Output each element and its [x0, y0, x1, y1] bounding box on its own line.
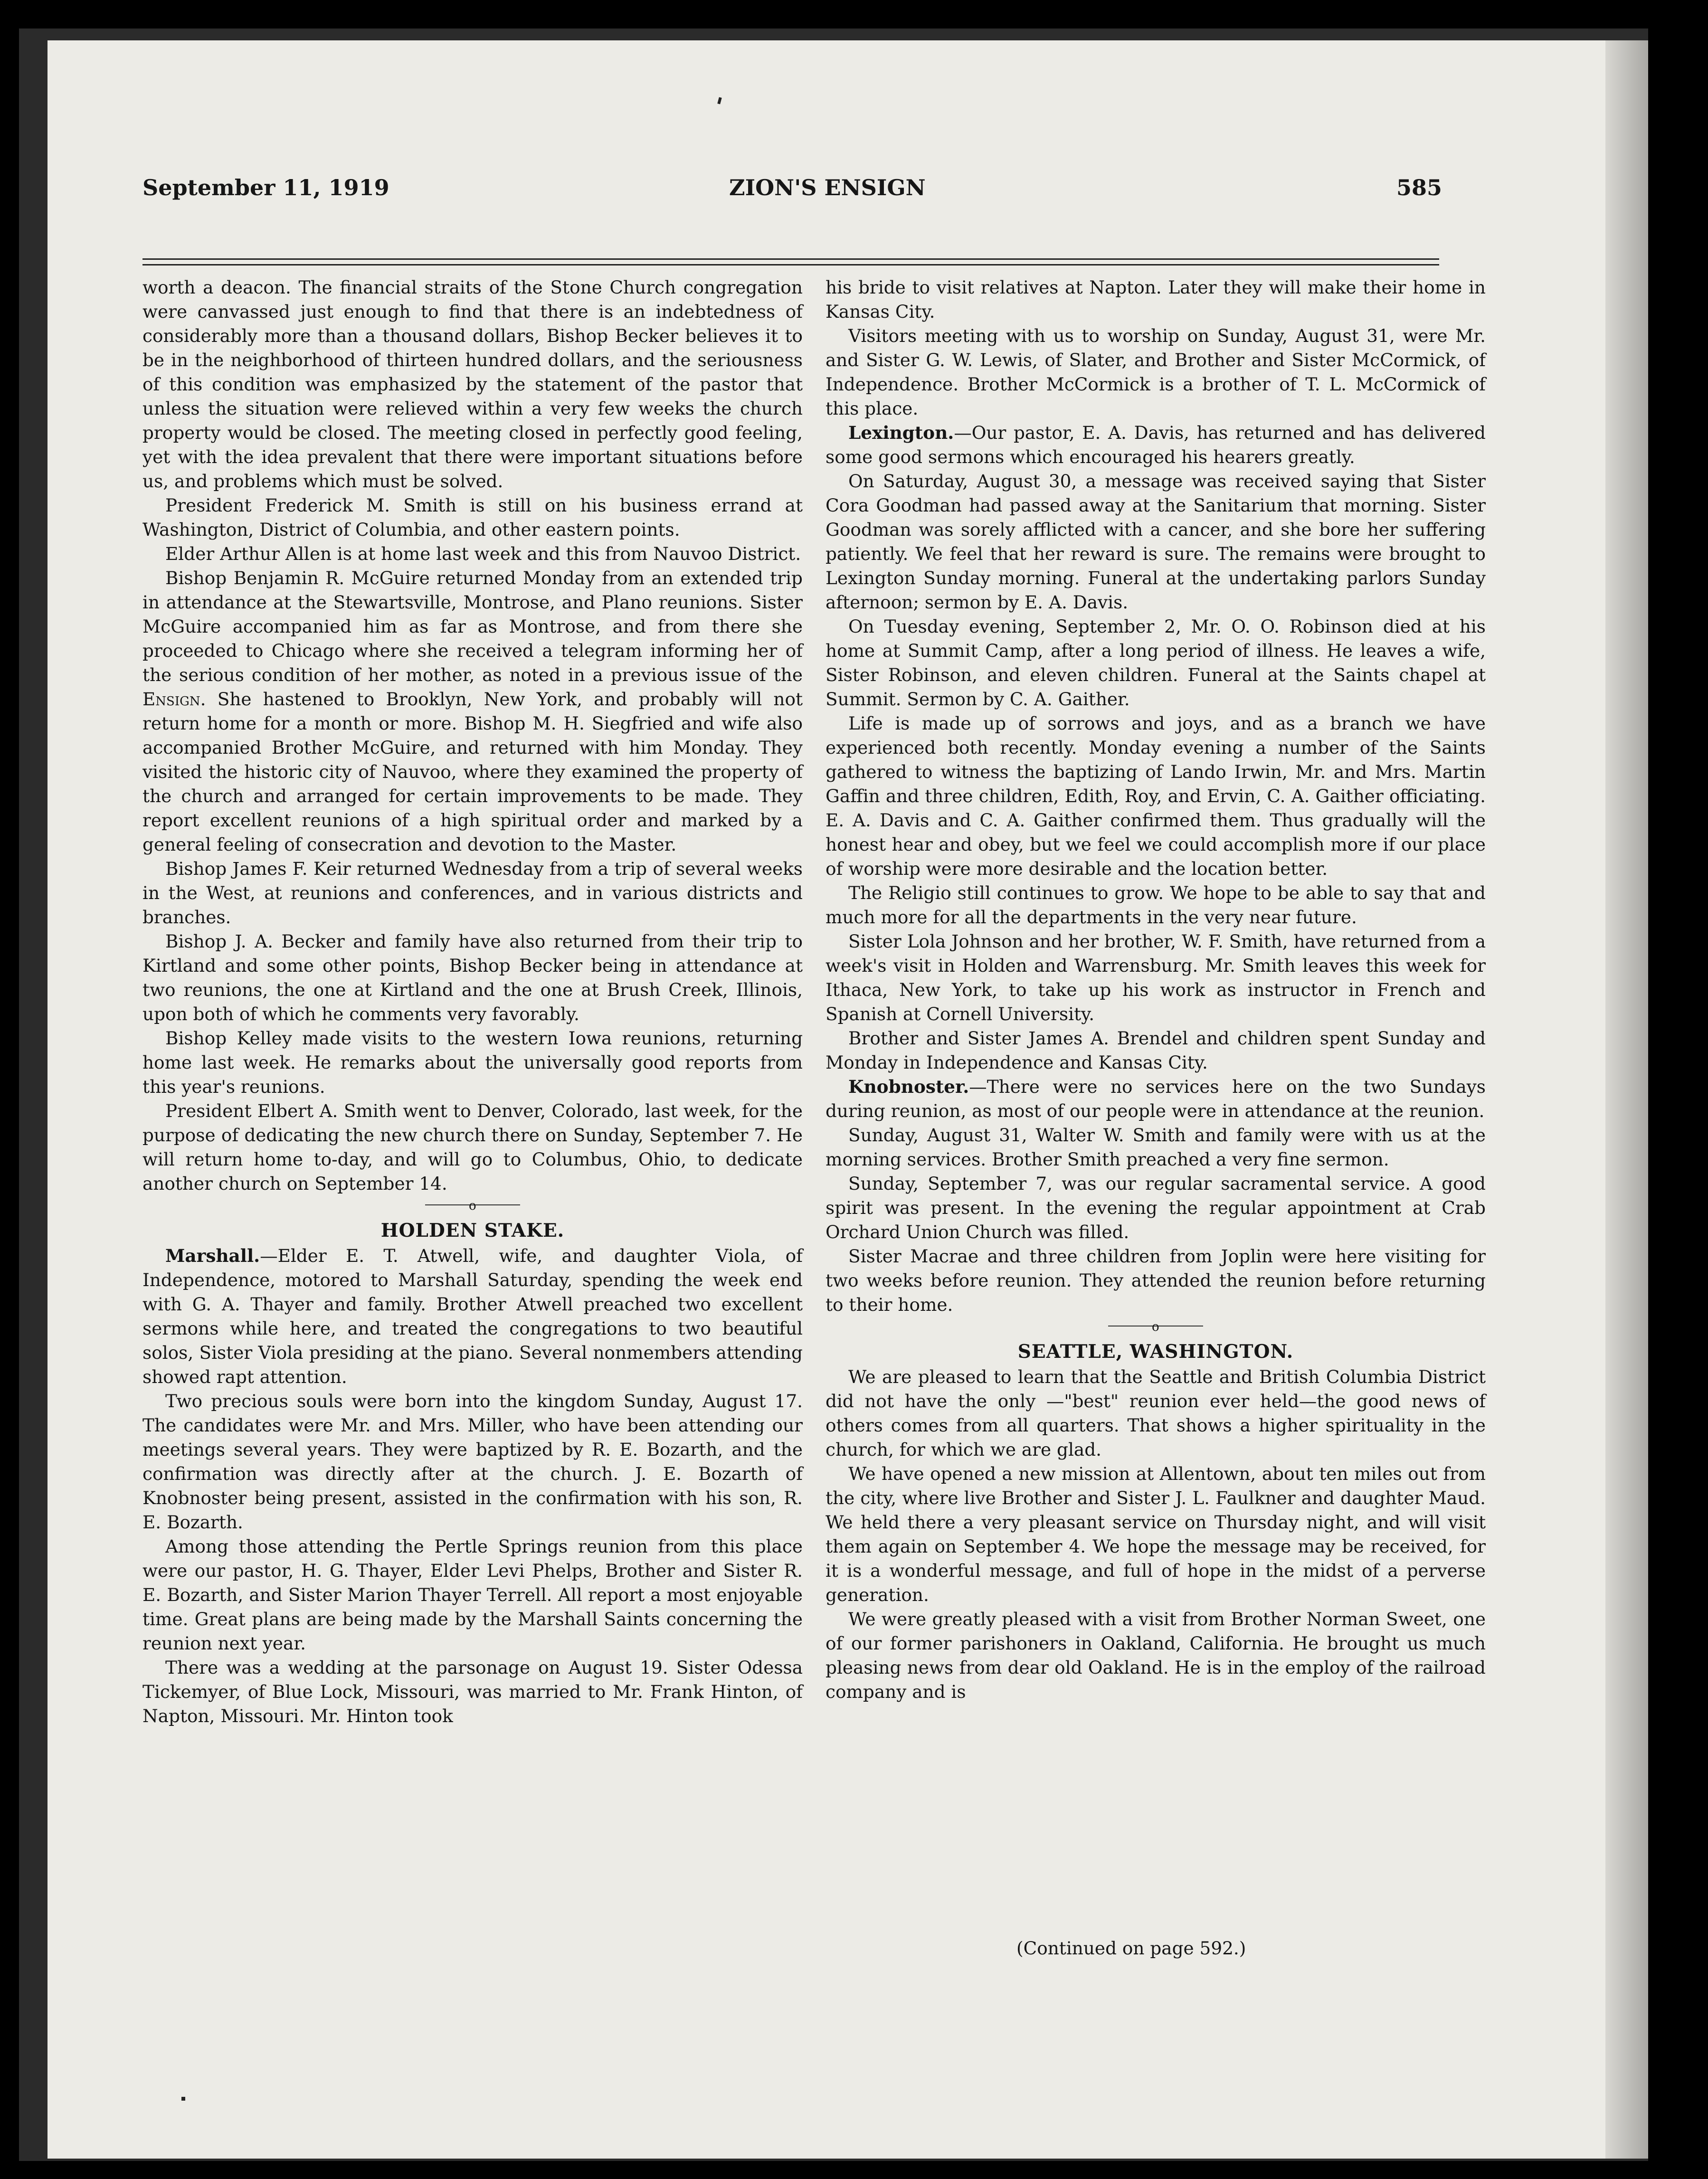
- text-run: —There were no services here on the two Sundays during reunion, as most of our people were in attendance at the reunion.: [826, 1076, 1486, 1121]
- header-rule-top: [142, 258, 1439, 260]
- header-rule-bottom: [142, 264, 1439, 265]
- paragraph: On Saturday, August 30, a message was received saying that Sister Cora Goodman had passed away at the Sanitarium that morning. Sister Goodman was sorely afflicted with a cancer, and she bore her suffering patiently. We feel that her reward is sure. The remains were brought to Lexington Sunday morning. Funeral at the undertaking parlors Sunday afternoon; sermon by E. A. Davis.: [826, 471, 1486, 613]
- right-column: [826, 275, 1486, 1704]
- section-heading-seattle: SEATTLE, WASHINGTON.: [1017, 1341, 1294, 1363]
- scan-speck: [181, 2097, 185, 2101]
- section-ornament: [142, 1196, 803, 1212]
- ensign-reference: Ensign: [142, 689, 200, 710]
- paragraph: We have opened a new mission at Allentown, about ten miles out from the city, where live Brother and Sister J. L. Faulkner and daughter Maud. We held there a very pleasant service on Thursday night, and will visit them again on September 4. We hope the message may be received, for it is a wonderful message, and full of hope in the midst of a perverse generation.: [826, 1463, 1486, 1605]
- paragraph: We are pleased to learn that the Seattle and British Columbia District did not have the only —"best" reunion ever held—the good news of others comes from all quarters. That shows a higher spirituality in the church, for which we are glad.: [826, 1366, 1486, 1460]
- section-ornament: [826, 1317, 1486, 1333]
- paragraph: Bishop James F. Keir returned Wednesday from a trip of several weeks in the West, at reunions and conferences, and in various districts and branches.: [142, 858, 803, 928]
- paragraph: Brother and Sister James A. Brendel and children spent Sunday and Monday in Independence and Kansas City.: [826, 1028, 1486, 1073]
- paragraph: There was a wedding at the parsonage on August 19. Sister Odessa Tickemyer, of Blue Lock, Missouri, was married to Mr. Frank Hinton, of Napton, Missouri. Mr. Hinton took: [142, 1657, 803, 1726]
- section-heading-holden-stake: HOLDEN STAKE.: [380, 1220, 565, 1241]
- page-number: 585: [1396, 175, 1442, 200]
- place-name: Knobnoster.: [848, 1076, 969, 1097]
- page-edge-shadow: [1605, 40, 1648, 2159]
- paragraph: [826, 421, 1486, 469]
- paragraph: Two precious souls were born into the kingdom Sunday, August 17. The candidates were Mr. and Mrs. Miller, who have been attending our meetings several years. They were baptized by R. E. Bozarth, and the confirmation was directly after at the church. J. E. Bozarth of Knobnoster being present, assisted in the confirmation with his son, R. E. Bozarth.: [142, 1391, 803, 1533]
- paragraph: worth a deacon. The financial straits of the Stone Church congregation were canvassed just enough to find that there is an indebtedness of considerably more than a thousand dollars, Bishop Becker believes it to be in the neighborhood of thirteen hundred dollars, and the seriousness of this condition was emphasized by the statement of the pastor that unless the situation were relieved within a very few weeks the church property would be closed. The meeting closed in perfectly good feeling, yet with the idea prevalent that there were important situations before us, and problems which must be solved.: [142, 277, 803, 492]
- paragraph: Sister Macrae and three children from Joplin were here visiting for two weeks before reunion. They attended the reunion before returning to their home.: [826, 1246, 1486, 1315]
- text-run: . She hastened to Brooklyn, New York, and probably will not return home for a month or more. Bishop M. H. Siegfried and wife also accompanied Brother McGuire, and returned with him Monday. They visited the historic city of Nauvoo, where they examined the property of the church and arranged for certain improvements to be made. They report excellent reunions of a high spiritual order and marked by a general feeling of consecration and devotion to the Master.: [142, 689, 803, 855]
- paragraph: [142, 1244, 803, 1389]
- paragraph: Elder Arthur Allen is at home last week and this from Nauvoo District.: [165, 543, 801, 564]
- paragraph: Sunday, September 7, was our regular sacramental service. A good spirit was present. In the evening the regular appointment at Crab Orchard Union Church was filled.: [826, 1173, 1486, 1242]
- paragraph: President Elbert A. Smith went to Denver, Colorado, last week, for the purpose of dedicating the new church there on Sunday, September 7. He will return home to-day, and will go to Columbus, Ohio, to dedicate another church on September 14.: [142, 1100, 803, 1194]
- paragraph: Bishop Kelley made visits to the western Iowa reunions, returning home last week. He remarks about the universally good reports from this year's reunions.: [142, 1028, 803, 1097]
- paragraph: The Religio still continues to grow. We hope to be able to say that and much more for all the departments in the very near future.: [826, 882, 1486, 928]
- left-column: [142, 275, 803, 1728]
- paragraph: Visitors meeting with us to worship on Sunday, August 31, were Mr. and Sister G. W. Lewis, of Slater, and Brother and Sister McCormick, of Independence. Brother McCormick is a brother of T. L. McCormick of this place.: [826, 325, 1486, 419]
- paragraph: President Frederick M. Smith is still on his business errand at Washington, District of Columbia, and other eastern points.: [142, 495, 803, 540]
- paragraph: We were greatly pleased with a visit from Brother Norman Sweet, one of our former parishoners in Oakland, California. He brought us much pleasing news from dear old Oakland. He is in the employ of the railroad company and is: [826, 1609, 1486, 1702]
- paragraph: Bishop J. A. Becker and family have also returned from their trip to Kirtland and some other points, Bishop Becker being in attendance at two reunions, the one at Kirtland and the one at Brush Creek, Illinois, upon both of which he comments very favorably.: [142, 931, 803, 1024]
- issue-date: September 11, 1919: [142, 175, 389, 200]
- paragraph: [142, 566, 803, 857]
- publication-title: ZION'S ENSIGN: [729, 175, 926, 200]
- paragraph: Sunday, August 31, Walter W. Smith and family were with us at the morning services. Brother Smith preached a very fine sermon.: [826, 1125, 1486, 1170]
- paragraph: Among those attending the Pertle Springs reunion from this place were our pastor, H. G. Thayer, Elder Levi Phelps, Brother and Sister R. E. Bozarth, and Sister Marion Thayer Terrell. All report a most enjoyable time. Great plans are being made by the Marshall Saints concerning the reunion next year.: [142, 1536, 803, 1654]
- text-run: —Our pastor, E. A. Davis, has returned and has delivered some good sermons which encouraged his hearers greatly.: [826, 422, 1486, 467]
- paragraph: [826, 1075, 1486, 1123]
- paragraph: Sister Lola Johnson and her brother, W. F. Smith, have returned from a week's visit in Holden and Warrensburg. Mr. Smith leaves this week for Ithaca, New York, to take up his work as instructor in French and Spanish at Cornell University.: [826, 931, 1486, 1024]
- paragraph: his bride to visit relatives at Napton. Later they will make their home in Kansas City.: [826, 277, 1486, 322]
- place-name: Marshall.: [165, 1245, 260, 1266]
- paragraph: Life is made up of sorrows and joys, and as a branch we have experienced both recently. Monday evening a number of the Saints gathered to witness the baptizing of Lando Irwin, Mr. and Mrs. Martin Gaffin and three children, Edith, Roy, and Ervin, C. A. Gaither officiating. E. A. Davis and C. A. Gaither confirmed them. Thus gradually will the honest hear and obey, but we feel we could accomplish more if our place of worship were more desirable and the location better.: [826, 713, 1486, 879]
- continuation-note: (Continued on page 592.): [1016, 1938, 1246, 1959]
- paragraph: On Tuesday evening, September 2, Mr. O. O. Robinson died at his home at Summit Camp, after a long period of illness. He leaves a wife, Sister Robinson, and eleven children. Funeral at the Saints chapel at Summit. Sermon by C. A. Gaither.: [826, 616, 1486, 710]
- place-name: Lexington.: [848, 422, 954, 443]
- text-run: Bishop Benjamin R. McGuire returned Monday from an extended trip in attendance at the Stewartsville, Montrose, and Plano reunions. Sister McGuire accompanied him as far as Montrose, and from there she proceeded to Chicago where she received a telegram informing her of the serious condition of her mother, as noted in a previous issue of the: [142, 568, 803, 685]
- text-run: —Elder E. T. Atwell, wife, and daughter Viola, of Independence, motored to Marshall Saturday, spending the week end with G. A. Thayer and family. Brother Atwell preached two excellent sermons while here, and treated the congregations to two beautiful solos, Sister Viola presiding at the piano. Several nonmembers attending showed rapt attention.: [142, 1245, 803, 1387]
